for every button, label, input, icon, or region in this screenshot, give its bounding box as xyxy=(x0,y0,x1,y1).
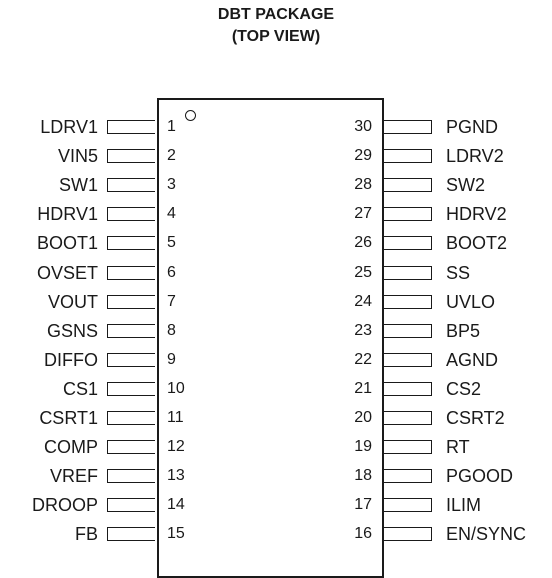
pin-2-lead xyxy=(107,149,155,163)
pin-13-lead xyxy=(107,469,155,483)
pin-3-lead xyxy=(107,178,155,192)
pin-16-lead xyxy=(384,527,432,541)
pin-30-name: PGND xyxy=(446,117,499,137)
pin-12-lead xyxy=(107,440,155,454)
pin-26-lead xyxy=(384,236,432,250)
pin-14-number: 14 xyxy=(167,496,185,514)
pin-6-lead xyxy=(107,266,155,280)
pin-29-name: LDRV2 xyxy=(446,146,504,167)
pin-20-lead xyxy=(384,411,432,425)
pin-4-number: 4 xyxy=(167,205,176,223)
pin-1-number: 1 xyxy=(167,118,176,135)
pin-17-lead xyxy=(384,498,432,512)
pin-6-name: OVSET xyxy=(36,262,98,283)
pin-8-lead xyxy=(107,324,155,338)
pin-2-name: VIN5 xyxy=(57,146,98,167)
pin-9-name: DIFFO xyxy=(44,349,98,370)
pin-15-lead xyxy=(107,527,155,541)
pin-17-name: ILIM xyxy=(446,495,482,516)
pin-23-name: BP5 xyxy=(446,320,481,341)
pin-19-lead xyxy=(384,440,432,454)
pin-8-name: GSNS xyxy=(46,320,98,341)
pin-4-name: HDRV1 xyxy=(37,204,98,225)
pin-24-name: UVLO xyxy=(446,291,496,312)
package-view-label: (TOP VIEW) xyxy=(231,28,321,45)
pin-5-lead xyxy=(107,236,155,250)
pin-10-lead xyxy=(107,382,155,396)
pin1-marker-icon xyxy=(185,110,196,121)
pin-1-lead xyxy=(107,120,155,134)
pin-22-name: AGND xyxy=(446,349,499,370)
pin-25-lead xyxy=(384,266,432,280)
pin-25-name: SS xyxy=(446,262,471,283)
chip-body xyxy=(157,98,384,578)
pin-30-number: 30 xyxy=(354,118,372,135)
pin-9-number: 9 xyxy=(167,350,176,368)
pin-8-number: 8 xyxy=(167,321,176,339)
pin-17-number: 17 xyxy=(354,496,372,514)
pin-18-number: 18 xyxy=(354,467,372,485)
pin-12-number: 12 xyxy=(167,438,185,456)
pin-26-number: 26 xyxy=(354,234,372,252)
pin-10-number: 10 xyxy=(167,379,185,397)
pin-24-number: 24 xyxy=(354,292,372,310)
pin-28-number: 28 xyxy=(354,176,372,194)
pin-5-number: 5 xyxy=(167,234,176,252)
pin-21-lead xyxy=(384,382,432,396)
pin-16-name: EN/SYNC xyxy=(446,524,527,545)
pin-2-number: 2 xyxy=(167,147,176,165)
pin-28-lead xyxy=(384,178,432,192)
pin-23-lead xyxy=(384,324,432,338)
pin-15-name: FB xyxy=(74,524,98,545)
pin-20-name: CSRT2 xyxy=(446,408,505,428)
pin-7-number: 7 xyxy=(167,292,176,310)
pin-13-number: 13 xyxy=(167,467,185,485)
pin-29-number: 29 xyxy=(354,147,372,165)
pin-14-name: DROOP xyxy=(31,495,98,516)
pin-14-lead xyxy=(107,498,155,512)
pin-11-lead xyxy=(107,411,155,425)
pin-7-lead xyxy=(107,295,155,309)
pin-27-name: HDRV2 xyxy=(446,204,507,225)
pin-12-name: COMP xyxy=(44,437,98,458)
pin-25-number: 25 xyxy=(354,263,372,281)
pin-15-number: 15 xyxy=(167,525,185,543)
pin-29-lead xyxy=(384,149,432,163)
pin-6-number: 6 xyxy=(167,263,176,281)
pin-1-name: LDRV1 xyxy=(40,117,98,137)
pin-9-lead xyxy=(107,353,155,367)
pin-3-number: 3 xyxy=(167,176,176,194)
pin-18-name: PGOOD xyxy=(446,466,514,487)
pin-18-lead xyxy=(384,469,432,483)
pin-20-number: 20 xyxy=(354,409,372,426)
pin-30-lead xyxy=(384,120,432,134)
pin-19-name: RT xyxy=(446,437,470,458)
pin-5-name: BOOT1 xyxy=(36,233,98,254)
pin-27-number: 27 xyxy=(354,205,372,223)
pin-22-number: 22 xyxy=(354,350,372,368)
pin-11-number: 11 xyxy=(167,409,184,426)
pin-22-lead xyxy=(384,353,432,367)
pin-26-name: BOOT2 xyxy=(446,233,508,254)
pin-3-name: SW1 xyxy=(58,175,98,196)
pin-19-number: 19 xyxy=(354,438,372,456)
pin-21-number: 21 xyxy=(354,379,372,397)
pin-7-name: VOUT xyxy=(47,291,98,312)
pin-21-name: CS2 xyxy=(446,378,482,399)
pin-23-number: 23 xyxy=(354,321,372,339)
pin-28-name: SW2 xyxy=(446,175,486,196)
pin-4-lead xyxy=(107,207,155,221)
pin-11-name: CSRT1 xyxy=(39,408,98,428)
pin-13-name: VREF xyxy=(49,466,98,487)
pin-27-lead xyxy=(384,207,432,221)
pin-10-name: CS1 xyxy=(62,378,98,399)
pin-16-number: 16 xyxy=(354,525,372,543)
pin-24-lead xyxy=(384,295,432,309)
package-title: DBT PACKAGE xyxy=(217,6,335,23)
